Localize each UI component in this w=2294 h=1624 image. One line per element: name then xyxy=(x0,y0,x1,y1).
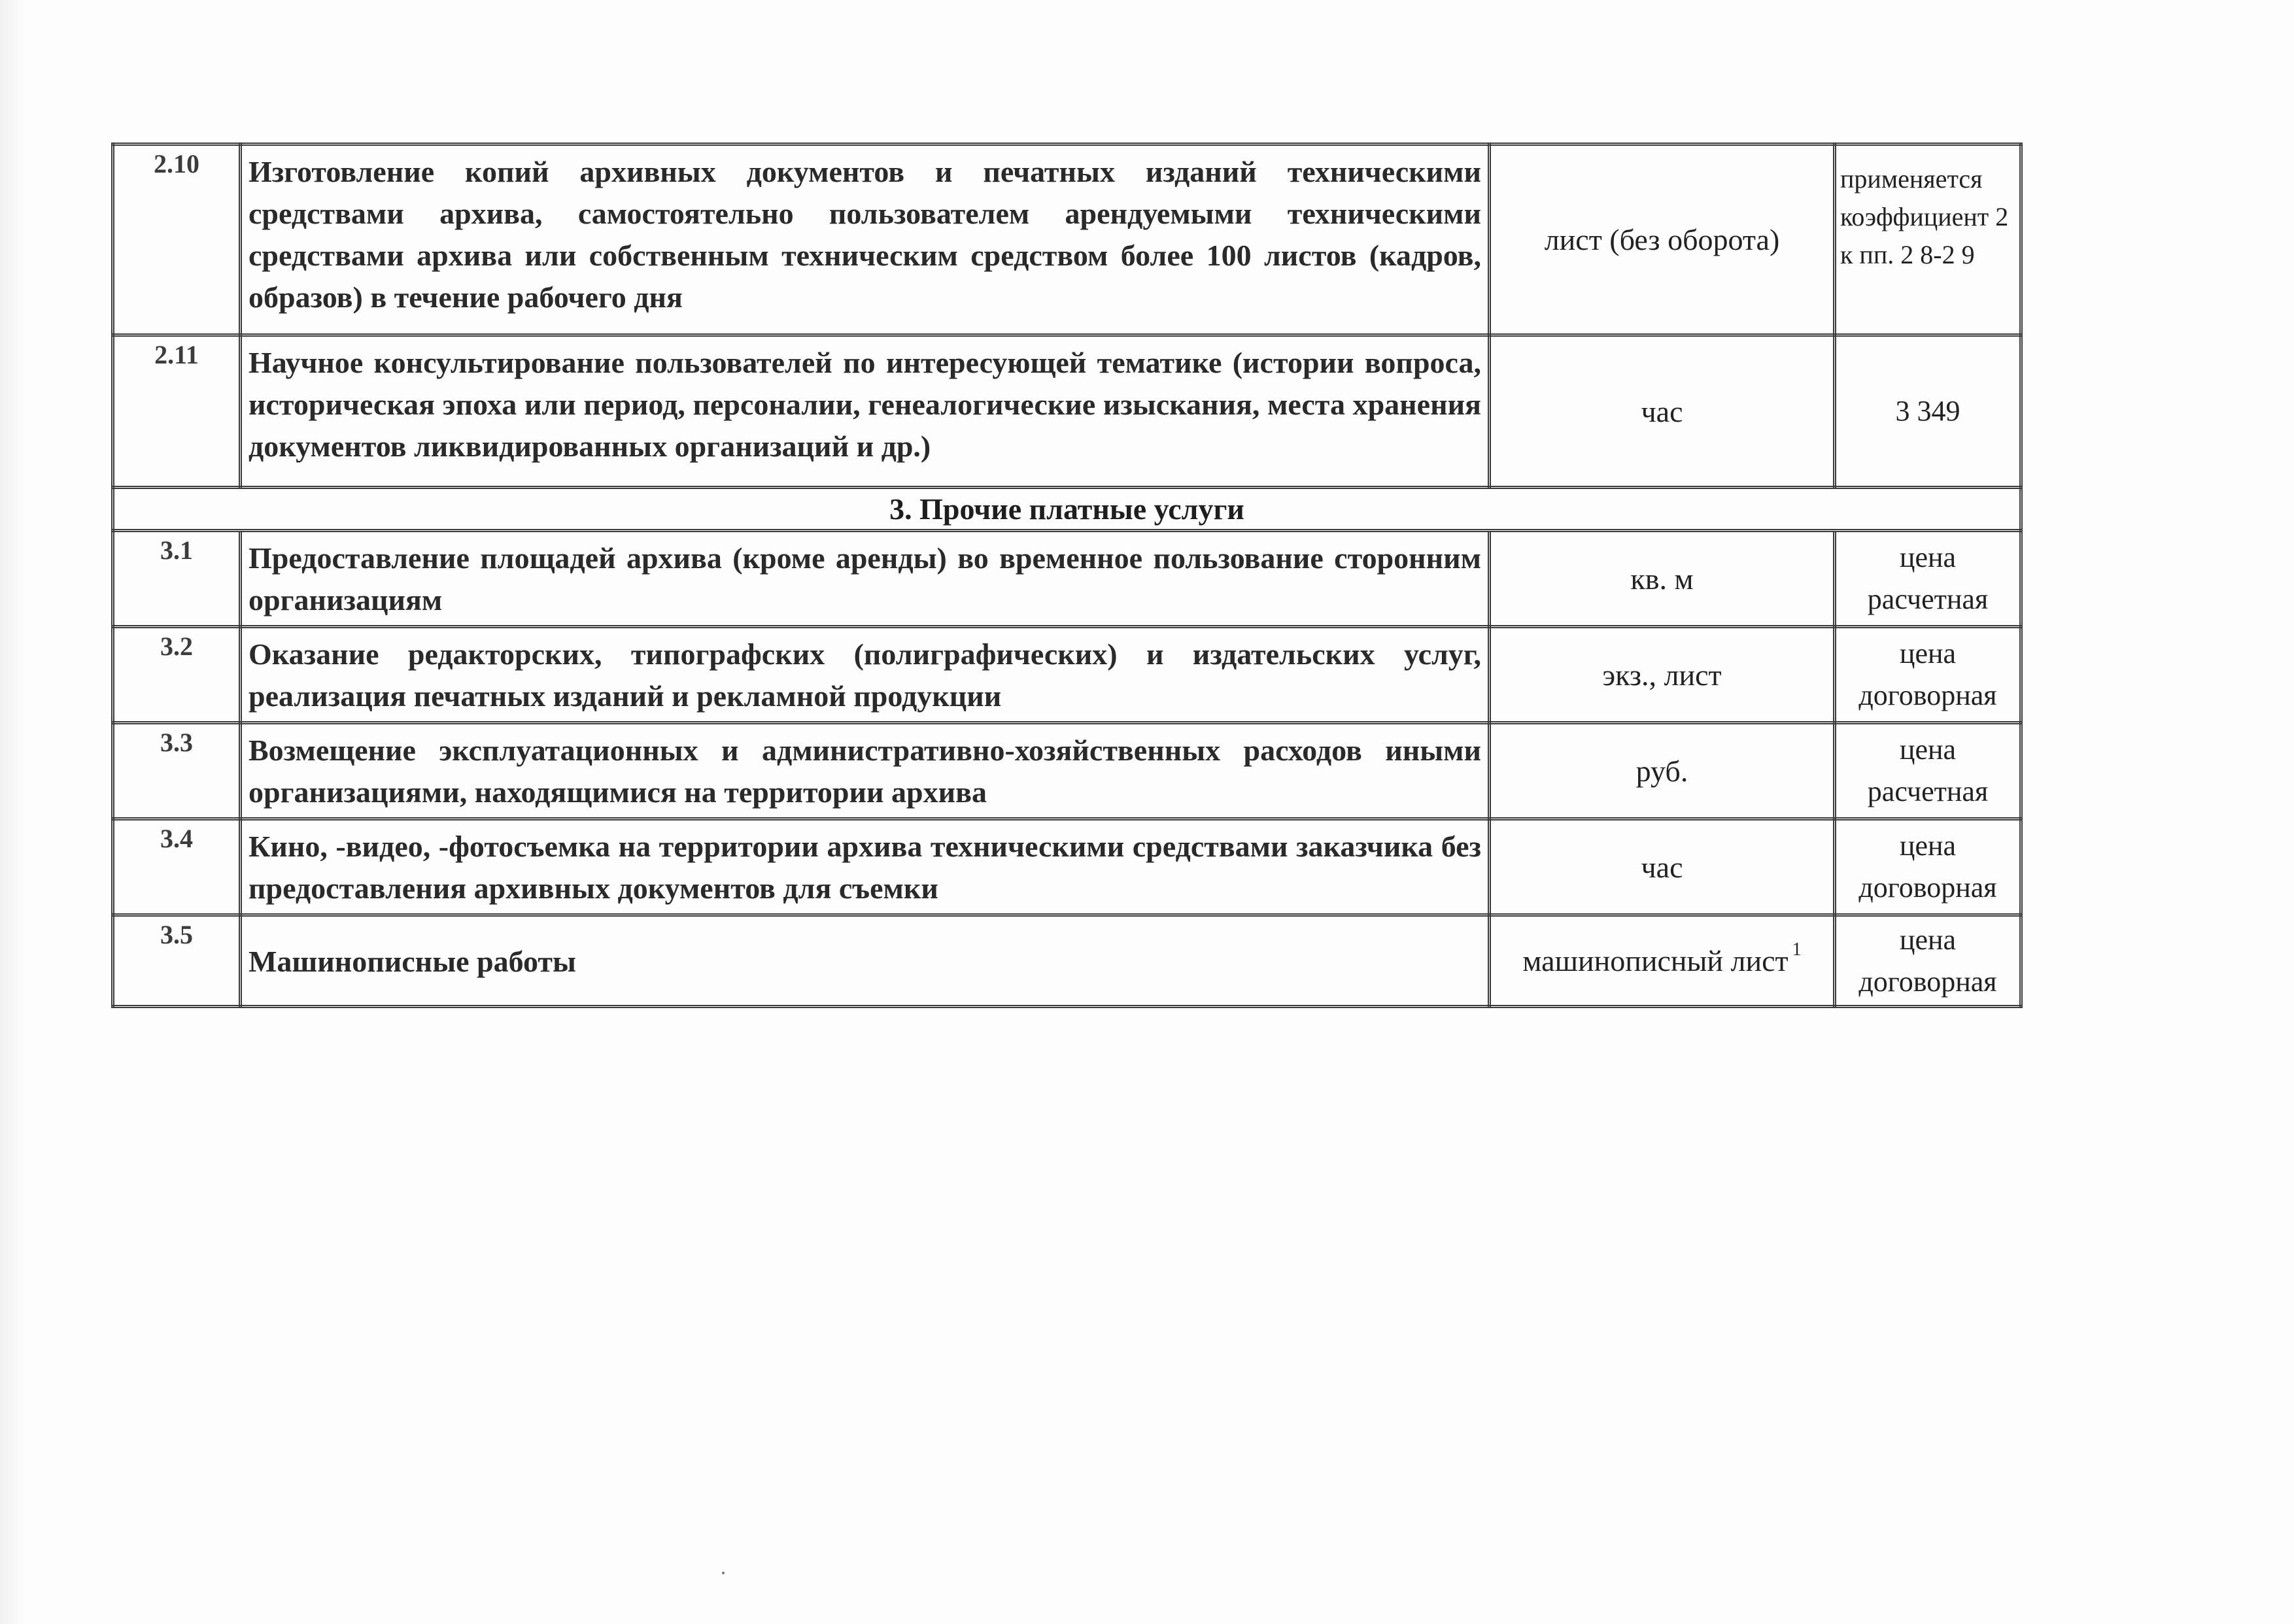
service-name: Машинописные работы xyxy=(241,915,1490,1007)
footnote-marker: 1 xyxy=(1792,939,1802,960)
unit-of-measure: кв. м xyxy=(1490,531,1835,627)
unit-of-measure: час xyxy=(1490,335,1835,488)
table-row xyxy=(113,144,2021,335)
table-row xyxy=(113,915,2021,1007)
table-row xyxy=(113,335,2021,488)
scan-speck xyxy=(722,1572,725,1574)
price-value: цена расчетная xyxy=(1835,531,2021,627)
row-number: 3.4 xyxy=(113,819,241,915)
price-value: цена договорная xyxy=(1835,627,2021,723)
price-value: цена договорная xyxy=(1835,819,2021,915)
service-name: Кино, -видео, -фотосъемка на территории архива техническими средствами заказчика без предоставления архивных документов для съемки xyxy=(241,819,1490,915)
service-name: Изготовление копий архивных документов и печатных изданий техническими средствами архива, самостоятельно пользователем арендуемыми техническими средствами архива или собственным техническим средством более 100 листов (кадров, образов) в течение рабочего дня xyxy=(241,144,1490,335)
table-row xyxy=(113,531,2021,627)
section-title: 3. Прочие платные услуги xyxy=(113,488,2021,531)
scan-edge-shadow xyxy=(0,0,26,1624)
price-value: 3 349 xyxy=(1835,335,2021,488)
price-value: цена договорная xyxy=(1835,915,2021,1007)
services-price-table xyxy=(111,143,2023,1008)
section-header-row xyxy=(113,488,2021,531)
row-number: 2.10 xyxy=(113,144,241,335)
unit-of-measure: лист (без оборота) xyxy=(1490,144,1835,335)
service-name: Возмещение эксплуатационных и административно-хозяйственных расходов иными организациями, находящимися на территории архива xyxy=(241,723,1490,819)
row-number: 3.3 xyxy=(113,723,241,819)
table-row xyxy=(113,723,2021,819)
table-row xyxy=(113,627,2021,723)
unit-of-measure: руб. xyxy=(1490,723,1835,819)
unit-of-measure: экз., лист xyxy=(1490,627,1835,723)
price-value: применяется коэффициент 2 к пп. 2 8-2 9 xyxy=(1835,144,2021,335)
row-number: 3.2 xyxy=(113,627,241,723)
unit-of-measure: час xyxy=(1490,819,1835,915)
unit-text: машинописный лист xyxy=(1522,944,1789,977)
price-value: цена расчетная xyxy=(1835,723,2021,819)
row-number: 3.1 xyxy=(113,531,241,627)
table-row xyxy=(113,819,2021,915)
service-name: Предоставление площадей архива (кроме аренды) во временное пользование сторонним организациям xyxy=(241,531,1490,627)
service-name: Оказание редакторских, типографских (полиграфических) и издательских услуг, реализация печатных изданий и рекламной продукции xyxy=(241,627,1490,723)
row-number: 3.5 xyxy=(113,915,241,1007)
unit-of-measure xyxy=(1490,915,1835,1007)
service-name: Научное консультирование пользователей по интересующей тематике (истории вопроса, историческая эпоха или период, персоналии, генеалогические изыскания, места хранения документов ликвидированных организаций и др.) xyxy=(241,335,1490,488)
row-number: 2.11 xyxy=(113,335,241,488)
